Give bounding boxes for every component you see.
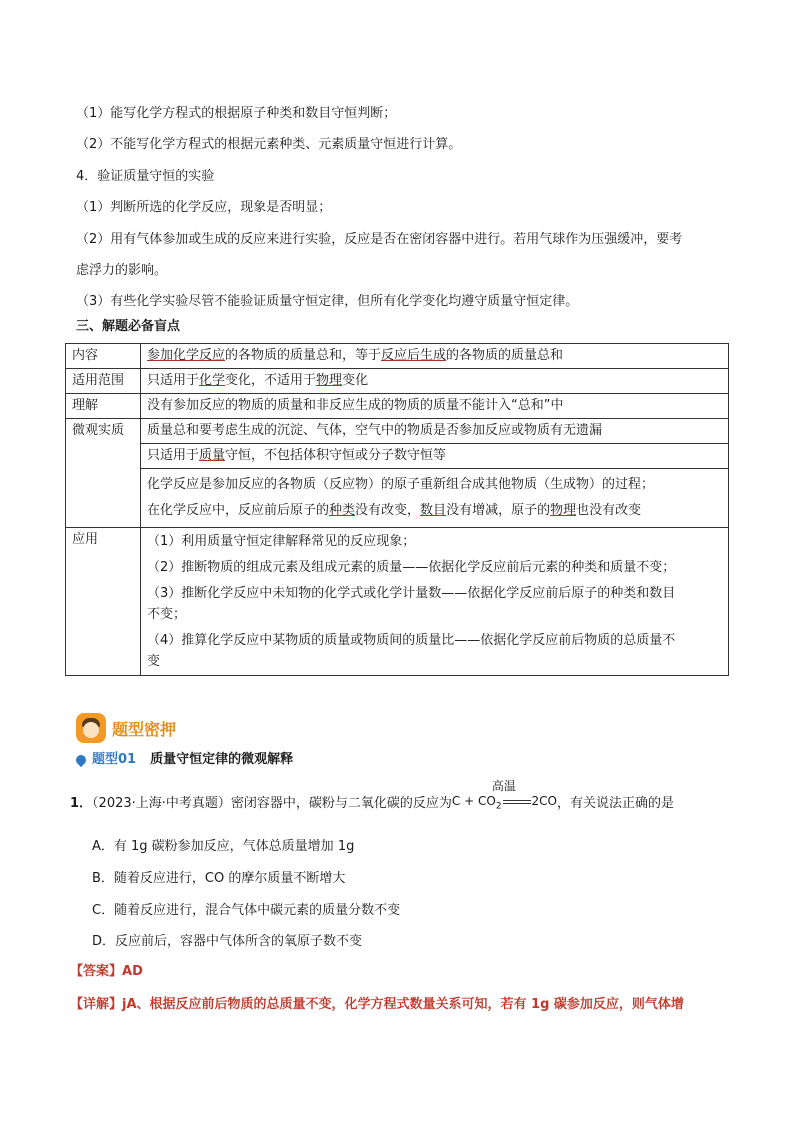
- option-a[interactable]: A．有 1g 碳粉参加反应，气体总质量增加 1g: [92, 839, 355, 854]
- underlined-term: 数目: [420, 503, 447, 518]
- section-banner: [76, 712, 176, 744]
- table-row: [66, 344, 729, 369]
- summary-line-2: （2）不能写化学方程式的根据元素种类、元素质量守恒进行计算。: [76, 137, 462, 152]
- table-text: （4）推算化学反应中某物质的质量或物质间的质量比——依据化学反应前后物质的总质量不: [147, 633, 676, 648]
- summary-line-3: （1）判断所选的化学反应，现象是否明显；: [76, 200, 332, 215]
- table-text: 化学反应是参加反应的各物质（反应物）的原子重新组合成其他物质（生成物）的过程；: [147, 477, 655, 492]
- table-row: [66, 394, 729, 419]
- answer-line: [70, 963, 143, 981]
- option-b[interactable]: B．随着反应进行，CO 的摩尔质量不断增大: [92, 871, 346, 886]
- underlined-term: 质量: [199, 448, 226, 463]
- question-stem: [70, 779, 675, 815]
- question-text: 密闭容器中，碳粉与二氧化碳的反应为: [230, 796, 452, 812]
- location-pin-icon: [74, 752, 88, 766]
- table-value-understand: 没有参加反应的物质的质量和非反应生成的物质的质量不能计入“总和”中: [141, 394, 729, 419]
- question-type-label: 题型01: [92, 752, 137, 767]
- summary-line-1: （1）能写化学方程式的根据原子种类和数目守恒判断；: [76, 106, 397, 121]
- table-text: （1）利用质量守恒定律解释常见的反应现象；: [147, 534, 416, 549]
- equation-condition: 高温: [491, 779, 516, 793]
- table-row: [66, 419, 729, 444]
- option-d[interactable]: D．反应前后，容器中气体所含的氧原子数不变: [92, 934, 363, 949]
- blind-points-table: [65, 343, 729, 676]
- table-text: （3）推断化学反应中未知物的化学式或化学计量数——依据化学反应前后原子的种类和数目: [147, 586, 676, 601]
- table-text: 变: [147, 654, 161, 669]
- table-value-content: [141, 344, 729, 369]
- table-value-scope: [141, 369, 729, 394]
- table-text: （2）推断物质的组成元素及组成元素的质量——依据化学反应前后元素的种类和质量不变；: [147, 560, 676, 575]
- table-value-apply: [141, 528, 729, 676]
- table-text: 没有改变，: [355, 503, 421, 518]
- underlined-term: 化学: [199, 373, 226, 388]
- table-text: 也没有改变: [576, 503, 642, 518]
- table-value-micro-1: 质量总和要考虑生成的沉淀、气体，空气中的物质是否参加反应或物质有无遗漏: [141, 419, 729, 444]
- answer-label: 【答案】: [70, 964, 123, 979]
- summary-line-5: （3）有些化学实验尽管不能验证质量守恒定律，但所有化学变化均遵守质量守恒定律。: [76, 294, 579, 309]
- question-text: ，有关说法正确的是: [557, 796, 675, 812]
- detail-text: jA、根据反应前后物质的总质量不变，化学方程式数量关系可知，若有 1g 碳参加反应，则气体增: [122, 997, 684, 1012]
- table-key-content: 内容: [66, 344, 141, 369]
- banner-title: 题型密押: [112, 719, 177, 739]
- table-row: [66, 528, 729, 676]
- table-text: 守恒，不包括体积守恒或分子数守恒等: [225, 448, 447, 463]
- table-text: 在化学反应中，反应前后原子的: [147, 503, 330, 518]
- equation-arrow: [503, 800, 531, 804]
- table-row: [66, 469, 729, 528]
- detail-line: [70, 996, 684, 1014]
- underlined-term: 物理: [316, 373, 343, 388]
- question-source: （2023·上海·中考真题）: [92, 796, 231, 812]
- teacher-avatar-icon: [76, 713, 106, 743]
- detail-label: 【详解】: [70, 997, 123, 1012]
- summary-line-4a: （2）用有气体参加或生成的反应来进行实验，反应是否在密闭容器中进行。若用气球作为压强缓冲，要考: [76, 232, 683, 247]
- chemical-equation: [451, 779, 558, 815]
- table-text: 变化，不适用于: [225, 373, 317, 388]
- table-row: [66, 444, 729, 469]
- answer-value: AD: [122, 964, 143, 979]
- equation-subscript: 2: [495, 801, 502, 812]
- table-key-micro: 微观实质: [66, 419, 141, 528]
- table-text: 没有增减，原子的: [446, 503, 551, 518]
- summary-line-4b: 虑浮力的影响。: [76, 263, 168, 278]
- option-c[interactable]: C．随着反应进行，混合气体中碳元素的质量分数不变: [92, 903, 401, 918]
- underlined-term: 参加化学反应: [147, 348, 226, 363]
- table-text: 只适用于: [147, 373, 200, 388]
- table-key-understand: 理解: [66, 394, 141, 419]
- table-text: 只适用于: [147, 448, 200, 463]
- underlined-term: 种类: [329, 503, 356, 518]
- question-type-title: 质量守恒定律的微观解释: [150, 752, 294, 767]
- table-value-micro-3: [141, 469, 729, 528]
- table-key-apply: 应用: [66, 528, 141, 676]
- table-row: [66, 369, 729, 394]
- equation-reactants: C + CO: [451, 794, 496, 808]
- table-text: 的各物质的质量总和，等于: [225, 348, 382, 363]
- table-value-micro-2: [141, 444, 729, 469]
- table-text: [147, 498, 722, 524]
- table-text: 不变；: [147, 607, 187, 622]
- table-key-scope: 适用范围: [66, 369, 141, 394]
- table-text: 变化: [342, 373, 369, 388]
- underlined-term: 反应后生成: [381, 348, 447, 363]
- table-text: 的各物质的质量总和: [446, 348, 564, 363]
- section-heading-4: 4．验证质量守恒的实验: [76, 169, 215, 184]
- question-type-heading: [76, 751, 293, 769]
- equation-products: 2CO: [531, 794, 558, 808]
- section-heading-3: 三、解题必备盲点: [76, 319, 181, 334]
- question-number: 1．: [70, 796, 93, 812]
- underlined-term: 物理: [550, 503, 577, 518]
